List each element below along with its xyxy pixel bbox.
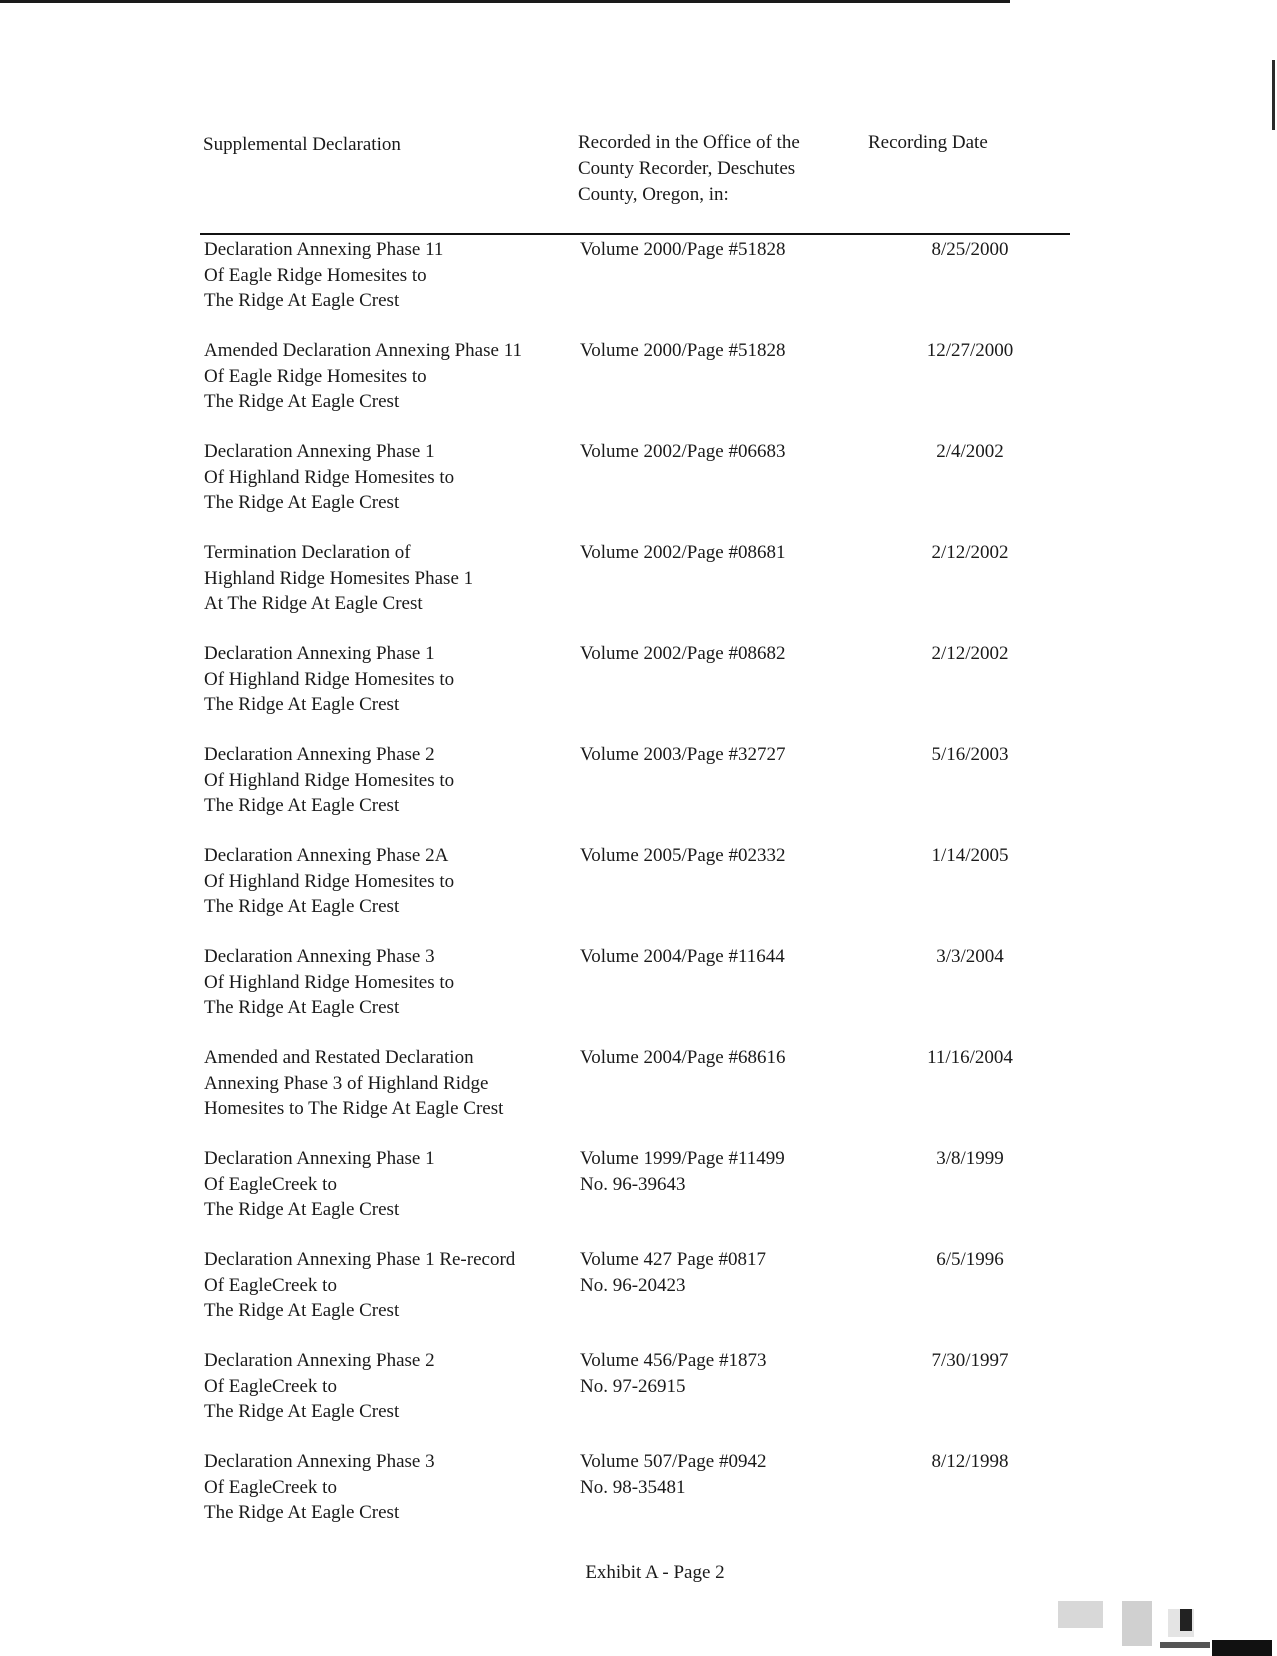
table-row <box>0 641 1277 742</box>
date-cell: 7/30/1997 <box>931 1350 1009 1371</box>
recorded-cell: Volume 2000/Page #51828 <box>580 340 786 361</box>
date-cell: 8/25/2000 <box>931 239 1009 260</box>
table-row <box>0 1449 1277 1550</box>
date-cell: 2/4/2002 <box>936 441 1004 462</box>
date-cell: 11/16/2004 <box>927 1047 1013 1068</box>
recorded-cell: Volume 456/Page #1873 No. 97-26915 <box>580 1350 767 1397</box>
declaration-cell: Declaration Annexing Phase 2 Of Highland Ridge Homesites to The Ridge At Eagle Crest <box>204 744 455 816</box>
table-row <box>0 843 1277 944</box>
date-cell: 3/3/2004 <box>936 946 1004 967</box>
declaration-cell: Declaration Annexing Phase 2 Of EagleCreek to The Ridge At Eagle Crest <box>204 1350 435 1422</box>
declarations-table <box>0 237 1277 1550</box>
scan-artifact <box>1122 1601 1152 1646</box>
recorded-cell: Volume 2005/Page #02332 <box>580 845 786 866</box>
table-row <box>0 540 1277 641</box>
declaration-cell: Declaration Annexing Phase 2A Of Highland Ridge Homesites to The Ridge At Eagle Crest <box>204 845 455 917</box>
page-footer <box>0 1560 1277 1586</box>
scan-artifact <box>1058 1601 1103 1628</box>
declaration-cell: Declaration Annexing Phase 3 Of EagleCreek to The Ridge At Eagle Crest <box>204 1451 435 1523</box>
recorded-cell: Volume 1999/Page #11499 No. 96-39643 <box>580 1148 785 1195</box>
table-row <box>0 742 1277 843</box>
footer-label: Exhibit A - Page 2 <box>585 1562 725 1583</box>
date-cell: 2/12/2002 <box>931 643 1009 664</box>
date-cell: 1/14/2005 <box>931 845 1009 866</box>
recorded-cell: Volume 427 Page #0817 No. 96-20423 <box>580 1249 766 1296</box>
scan-artifact <box>1180 1609 1192 1631</box>
table-row <box>0 1045 1277 1146</box>
declaration-cell: Declaration Annexing Phase 1 Of EagleCreek to The Ridge At Eagle Crest <box>204 1148 435 1220</box>
header-rule <box>200 233 1070 235</box>
header-supplemental-declaration: Supplemental Declaration <box>203 134 401 155</box>
declaration-cell: Declaration Annexing Phase 1 Of Highland Ridge Homesites to The Ridge At Eagle Crest <box>204 441 455 513</box>
date-cell: 8/12/1998 <box>931 1451 1009 1472</box>
header-recorded-in: Recorded in the Office of the County Recorder, Deschutes County, Oregon, in: <box>578 132 800 205</box>
table-row <box>0 944 1277 1045</box>
recorded-cell: Volume 2000/Page #51828 <box>580 239 786 260</box>
table-row <box>0 1247 1277 1348</box>
table-row <box>0 1146 1277 1247</box>
table-row <box>0 439 1277 540</box>
table-row <box>0 338 1277 439</box>
recorded-cell: Volume 2002/Page #08682 <box>580 643 786 664</box>
scan-artifact <box>1160 1642 1210 1648</box>
date-cell: 2/12/2002 <box>931 542 1009 563</box>
declaration-cell: Declaration Annexing Phase 3 Of Highland Ridge Homesites to The Ridge At Eagle Crest <box>204 946 455 1018</box>
recorded-cell: Volume 2004/Page #11644 <box>580 946 785 967</box>
table-row <box>0 1348 1277 1449</box>
declaration-cell: Declaration Annexing Phase 11 Of Eagle Ridge Homesites to The Ridge At Eagle Crest <box>204 239 444 311</box>
recorded-cell: Volume 2003/Page #32727 <box>580 744 786 765</box>
date-cell: 12/27/2000 <box>926 340 1014 361</box>
date-cell: 6/5/1996 <box>936 1249 1004 1270</box>
declaration-cell: Declaration Annexing Phase 1 Of Highland Ridge Homesites to The Ridge At Eagle Crest <box>204 643 455 715</box>
declaration-cell: Amended Declaration Annexing Phase 11 Of Eagle Ridge Homesites to The Ridge At Eagle Crest <box>204 340 522 412</box>
recorded-cell: Volume 2002/Page #08681 <box>580 542 786 563</box>
declaration-cell: Amended and Restated Declaration Annexing Phase 3 of Highland Ridge Homesites to The Ridge At Eagle Crest <box>204 1047 504 1119</box>
header-recording-date: Recording Date <box>868 132 988 153</box>
date-cell: 3/8/1999 <box>936 1148 1004 1169</box>
date-cell: 5/16/2003 <box>931 744 1009 765</box>
recorded-cell: Volume 507/Page #0942 No. 98-35481 <box>580 1451 767 1498</box>
scan-artifact <box>1212 1640 1272 1656</box>
table-row <box>0 237 1277 338</box>
declaration-cell: Termination Declaration of Highland Ridge Homesites Phase 1 At The Ridge At Eagle Crest <box>204 542 474 614</box>
recorded-cell: Volume 2004/Page #68616 <box>580 1047 786 1068</box>
declaration-cell: Declaration Annexing Phase 1 Re-record Of EagleCreek to The Ridge At Eagle Crest <box>204 1249 516 1321</box>
recorded-cell: Volume 2002/Page #06683 <box>580 441 786 462</box>
